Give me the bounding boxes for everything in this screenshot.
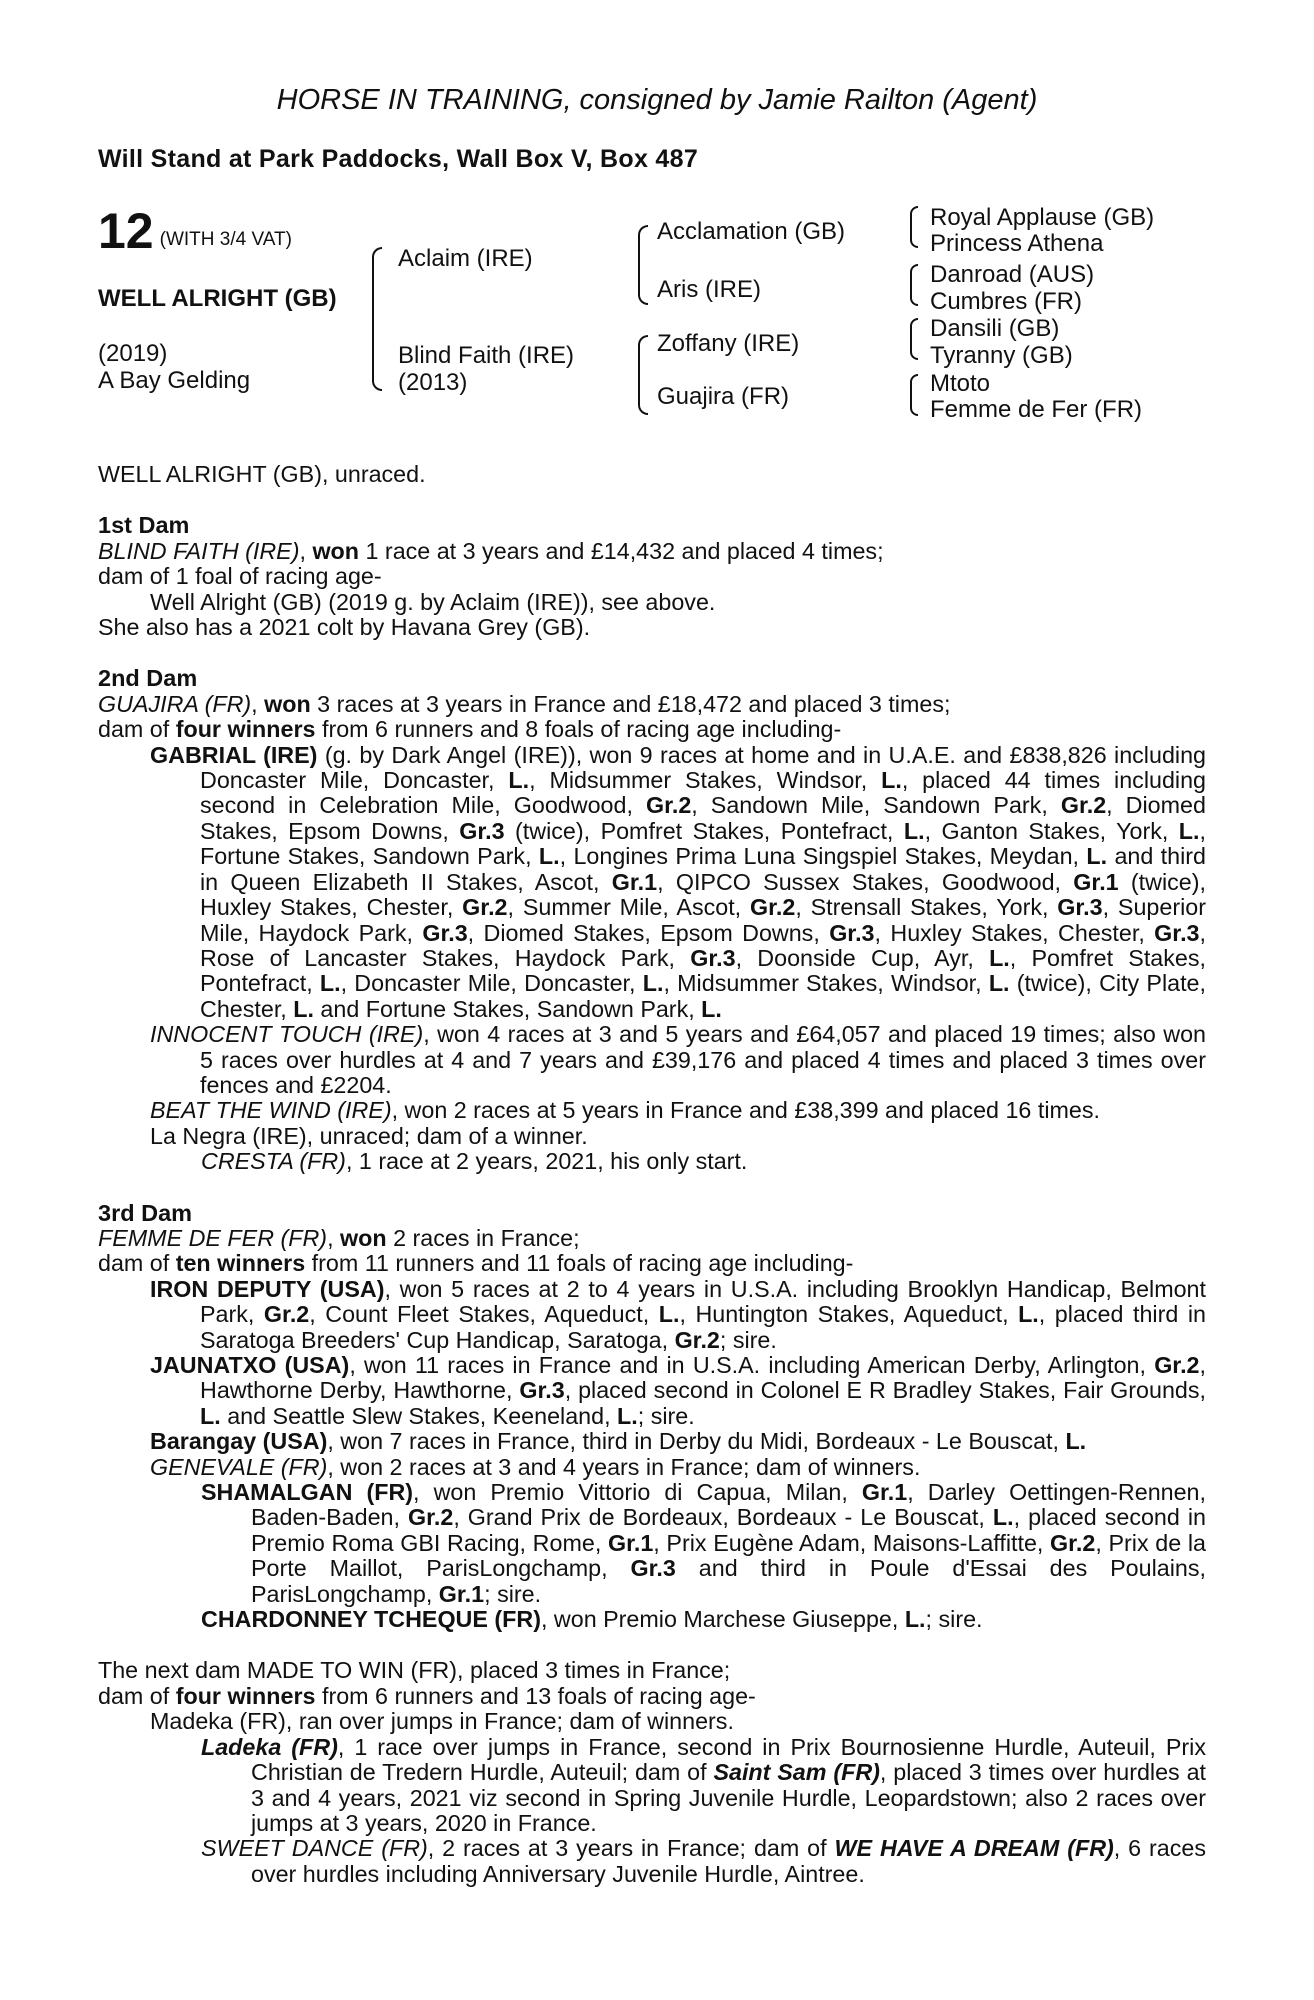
pedigree-dam-year: (2013)	[398, 369, 468, 396]
innocent-touch-entry: INNOCENT TOUCH (IRE), won 4 races at 3 and 5 years and £64,057 and placed 19 times; also won 5 races over hurdles at 4 and 7 years and £39,176 and placed 4 times and placed 3 times over fences and £2204.	[150, 1021, 1206, 1098]
horse-description: A Bay Gelding	[98, 367, 251, 394]
first-dam-also: She also has a 2021 colt by Havana Grey (GB).	[98, 614, 591, 641]
first-dam-foal: Well Alright (GB) (2019 g. by Aclaim (IRE)), see above.	[150, 588, 716, 615]
pedigree-g1: Royal Applause (GB)	[930, 204, 1155, 231]
pedigree-dam-dam: Guajira (FR)	[657, 383, 790, 410]
horse-name: WELL ALRIGHT (GB)	[98, 285, 337, 312]
iron-deputy-entry: IRON DEPUTY (USA), won 5 races at 2 to 4 years in U.S.A. including Brooklyn Handicap, Belmont Park, Gr.2, Count Fleet Stakes, Aqueduct, L., Huntington Stakes, Aqueduct, L., placed third in Saratoga Breeders' Cup Handicap, Saratoga, Gr.2; sire.	[150, 1275, 1206, 1353]
lot-number: 12	[98, 203, 154, 259]
pedigree-dam-sire: Zoffany (IRE)	[657, 330, 800, 357]
shamalgan-entry: SHAMALGAN (FR), won Premio Vittorio di Capua, Milan, Gr.1, Darley Oettingen-Rennen, Baden-Baden, Gr.2, Grand Prix de Bordeaux, Bordeaux - Le Bouscat, L., placed second in Premio Roma GBI Racing, Rome, Gr.1, Prix Eugène Adam, Maisons-Laffitte, Gr.2, Prix de la Porte Maillot, ParisLongchamp, Gr.3 and third in Poule d'Essai des Poulains, ParisLongchamp, Gr.1; sire.	[201, 1479, 1206, 1607]
pedigree-g7: Mtoto	[930, 370, 991, 397]
gabrial-entry: GABRIAL (IRE) (g. by Dark Angel (IRE)), won 9 races at home and in U.A.E. and £838,826 including Doncaster Mile, Doncaster, L., Midsummer Stakes, Windsor, L., placed 44 times including second in Celebration Mile, Goodwood, Gr.2, Sandown Mile, Sandown Park, Gr.2, Diomed Stakes, Epsom Downs, Gr.3 (twice), Pomfret Stakes, Pontefract, L., Ganton Stakes, York, L., Fortune Stakes, Sandown Park, L., Longines Prima Luna Singspiel Stakes, Meydan, L. and third in Queen Elizabeth II Stakes, Ascot, Gr.1, QIPCO Sussex Stakes, Goodwood, Gr.1 (twice), Huxley Stakes, Chester, Gr.2, Summer Mile, Ascot, Gr.2, Strensall Stakes, York, Gr.3, Superior Mile, Haydock Park, Gr.3, Diomed Stakes, Epsom Downs, Gr.3, Huxley Stakes, Chester, Gr.3, Rose of Lancaster Stakes, Haydock Park, Gr.3, Doonside Cup, Ayr, L., Pomfret Stakes, Pontefract, L., Doncaster Mile, Doncaster, L., Midsummer Stakes, Windsor, L. (twice), City Plate, Chester, L. and Fortune Stakes, Sandown Park, L.	[150, 741, 1207, 1022]
stand-location: Will Stand at Park Paddocks, Wall Box V, Box 487	[98, 145, 699, 173]
pedigree-brace-g3	[910, 318, 918, 360]
chardonney-entry: CHARDONNEY TCHEQUE (FR), won Premio Marchese Giuseppe, L.; sire.	[201, 1606, 983, 1633]
pedigree-brace-sire-dam	[372, 247, 382, 391]
pedigree-g2: Princess Athena	[930, 230, 1104, 257]
second-dam-heading: 2nd Dam	[98, 665, 198, 692]
pedigree-g3: Danroad (AUS)	[930, 261, 1095, 288]
beat-the-wind-entry: BEAT THE WIND (IRE), won 2 races at 5 years in France and £38,399 and placed 16 times.	[150, 1097, 1100, 1124]
barangay-entry: Barangay (USA), won 7 races in France, third in Derby du Midi, Bordeaux - Le Bouscat, L.	[150, 1428, 1087, 1455]
second-dam-produce: dam of four winners from 6 runners and 8 foals of racing age including-	[98, 716, 842, 743]
next-dam-record: The next dam MADE TO WIN (FR), placed 3 times in France;	[98, 1657, 731, 1684]
second-dam-record: GUAJIRA (FR), won 3 races at 3 years in France and £18,472 and placed 3 times;	[98, 690, 951, 717]
ladeka-entry: Ladeka (FR), 1 race over jumps in France, second in Prix Bournosienne Hurdle, Auteuil, Prix Christian de Tredern Hurdle, Auteuil; dam of Saint Sam (FR), placed 3 times over hurdles at 3 and 4 years, 2021 viz second in Spring Juvenile Hurdle, Leopardstown; also 2 races over jumps at 3 years, 2020 in France.	[201, 1733, 1206, 1836]
third-dam-record: FEMME DE FER (FR), won 2 races in France;	[98, 1224, 580, 1251]
first-dam-produce: dam of 1 foal of racing age-	[98, 563, 382, 590]
vat-note: (WITH 3/4 VAT)	[159, 228, 292, 250]
pedigree-brace-g1	[910, 206, 918, 248]
page-header: HORSE IN TRAINING, consigned by Jamie Railton (Agent)	[276, 84, 1038, 116]
unraced-summary: WELL ALRIGHT (GB), unraced.	[98, 461, 426, 487]
third-dam-produce: dam of ten winners from 11 runners and 11 foals of racing age including-	[98, 1250, 854, 1277]
pedigree-sire-sire: Acclamation (GB)	[657, 218, 846, 245]
pedigree-dam: Blind Faith (IRE)	[398, 342, 575, 369]
pedigree-g8: Femme de Fer (FR)	[930, 396, 1143, 423]
catalogue-body	[98, 462, 1206, 1887]
third-dam-heading: 3rd Dam	[98, 1199, 193, 1226]
pedigree-brace-g4	[910, 374, 918, 416]
la-negra-entry: La Negra (IRE), unraced; dam of a winner.	[150, 1122, 588, 1149]
lot-number-block	[98, 203, 292, 259]
pedigree-g5: Dansili (GB)	[930, 315, 1060, 342]
first-dam-record: BLIND FAITH (IRE), won 1 race at 3 years and £14,432 and placed 4 times;	[98, 537, 884, 564]
pedigree-brace-sire-parents	[638, 225, 648, 305]
next-dam-produce: dam of four winners from 6 runners and 13 foals of racing age-	[98, 1682, 756, 1709]
pedigree-brace-g2	[910, 264, 918, 306]
pedigree-sire-dam: Aris (IRE)	[657, 276, 761, 303]
horse-year: (2019)	[98, 340, 168, 367]
genevale-entry: GENEVALE (FR), won 2 races at 3 and 4 years in France; dam of winners.	[150, 1453, 921, 1480]
cresta-entry: CRESTA (FR), 1 race at 2 years, 2021, his only start.	[201, 1148, 748, 1175]
pedigree-g4: Cumbres (FR)	[930, 288, 1083, 315]
sweet-dance-entry: SWEET DANCE (FR), 2 races at 3 years in France; dam of WE HAVE A DREAM (FR), 6 races over hurdles including Anniversary Juvenile Hurdle, Aintree.	[201, 1835, 1207, 1887]
jaunatxo-entry: JAUNATXO (USA), won 11 races in France and in U.S.A. including American Derby, Arlington, Gr.2, Hawthorne Derby, Hawthorne, Gr.3, placed second in Colonel E R Bradley Stakes, Fair Grounds, L. and Seattle Slew Stakes, Keeneland, L.; sire.	[150, 1352, 1207, 1429]
pedigree-sire: Aclaim (IRE)	[398, 245, 533, 272]
pedigree-brace-dam-parents	[638, 335, 648, 415]
first-dam-heading: 1st Dam	[98, 512, 190, 539]
madeka-entry: Madeka (FR), ran over jumps in France; dam of winners.	[150, 1708, 734, 1735]
pedigree-g6: Tyranny (GB)	[930, 342, 1073, 369]
